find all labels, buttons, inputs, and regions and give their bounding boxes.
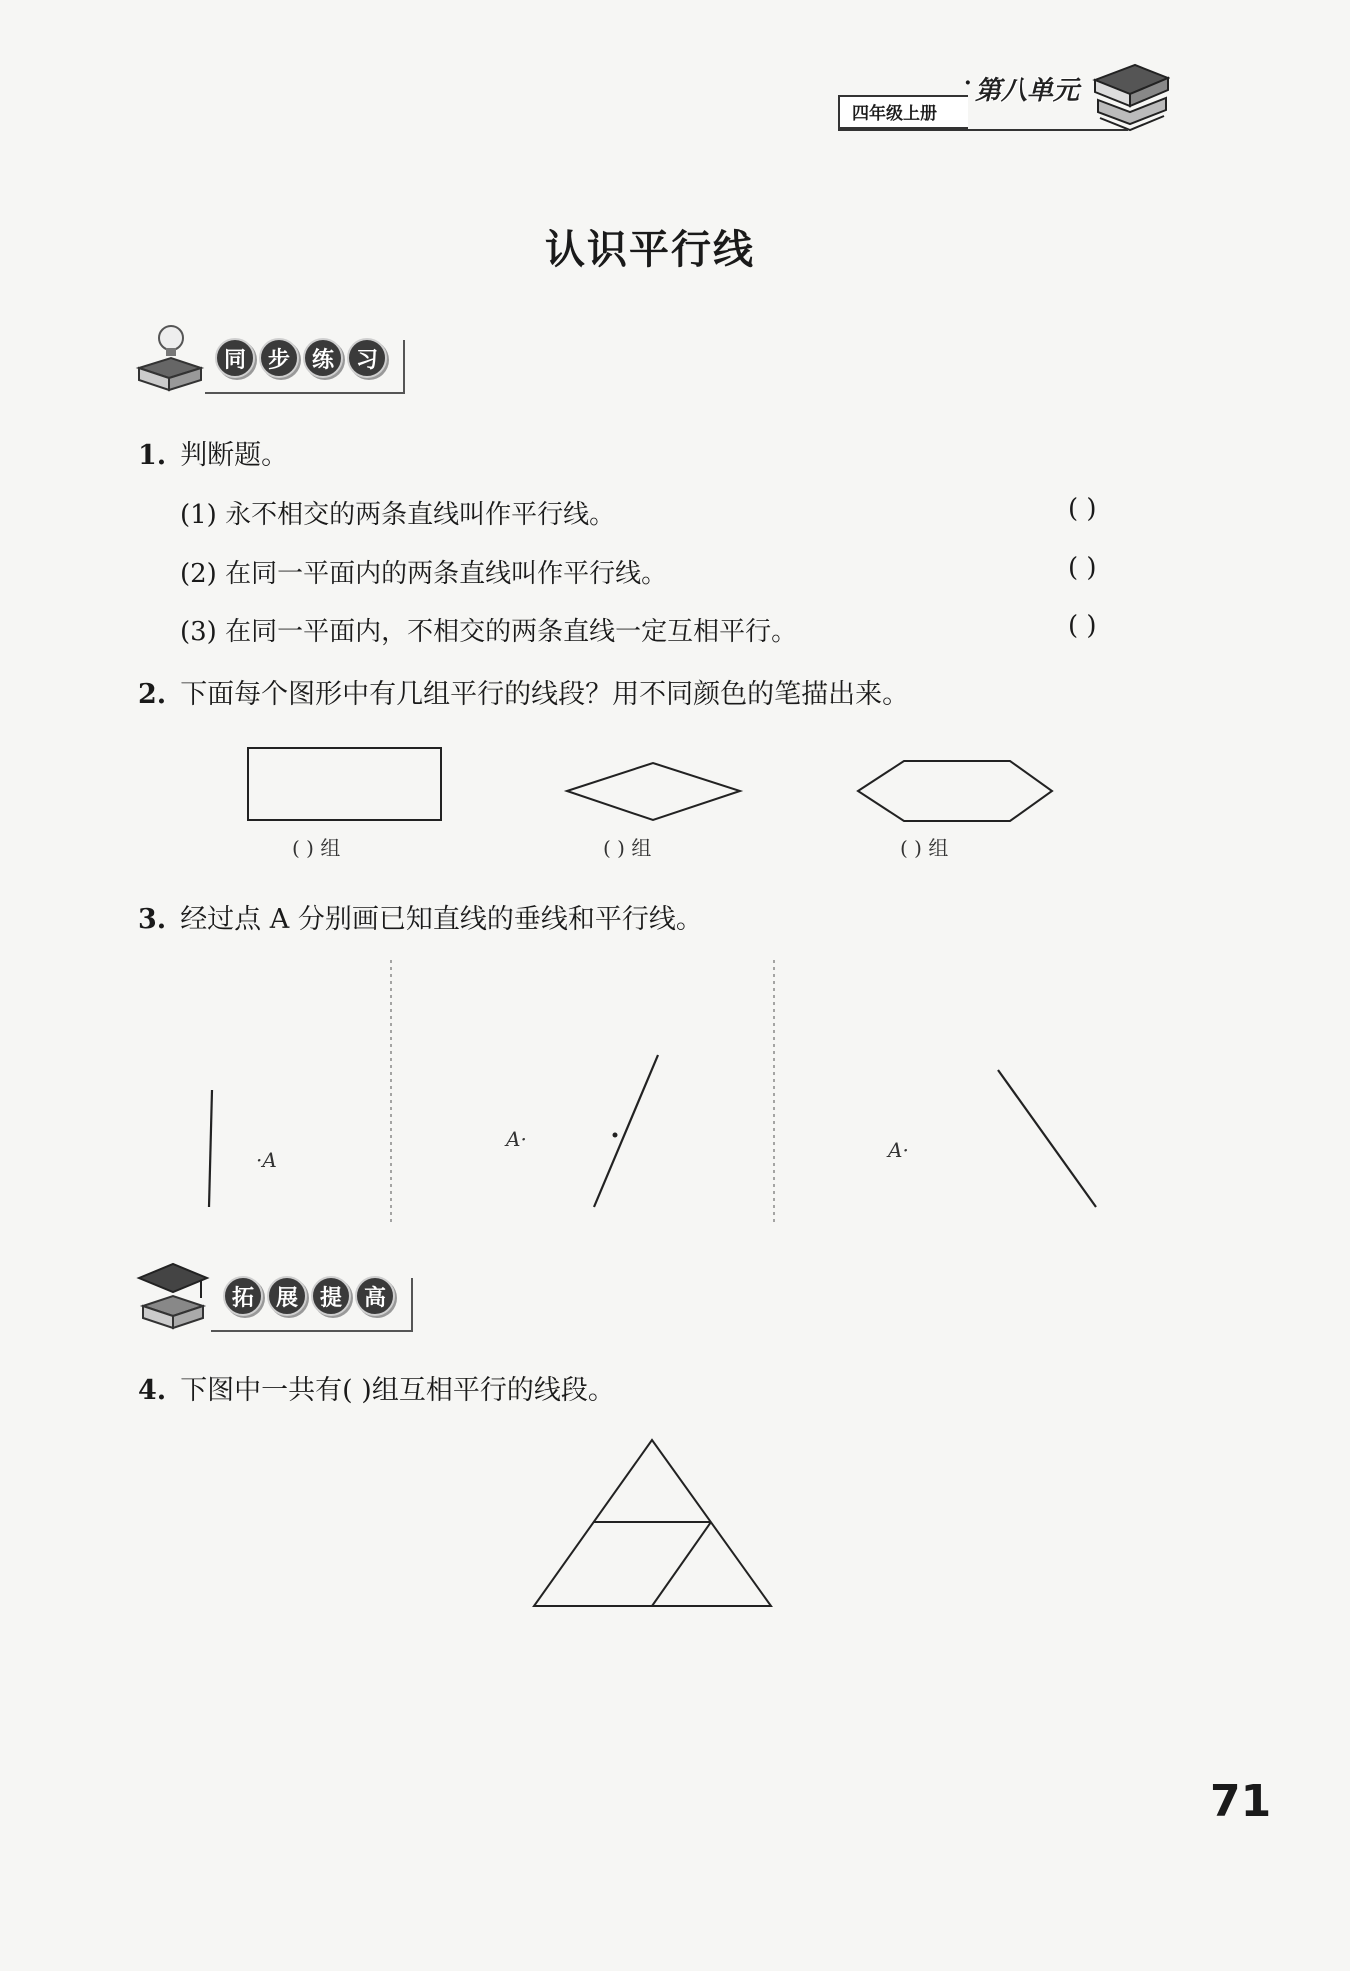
rectangle-shape (248, 748, 441, 820)
q4-triangle-diagram (0, 1430, 1350, 1620)
graduation-cap-books-icon (135, 1258, 210, 1338)
question-number: 2. (138, 679, 167, 710)
grade-label: 四年级上册 (838, 95, 968, 129)
header-underline (838, 129, 1128, 131)
question-text: 判断题。 (180, 440, 289, 471)
q3-diagrams (0, 955, 1350, 1235)
inner-segment (652, 1522, 711, 1606)
q1-item-3: (3) 在同一平面内，不相交的两条直线一定互相平行。 (180, 617, 798, 647)
question-3 (138, 897, 703, 936)
question-number: 3. (138, 904, 167, 935)
q1-answer-blank[interactable]: ( ) (1068, 611, 1097, 641)
header (0, 0, 1350, 150)
section-char: 拓 (223, 1276, 263, 1316)
given-line (209, 1090, 212, 1207)
point-a-label: A· (506, 1127, 527, 1151)
q2-answer-label[interactable]: ( ) 组 (900, 836, 949, 860)
section-char: 高 (355, 1276, 395, 1316)
page-number: 71 (1210, 1776, 1272, 1827)
q1-item-2: (2) 在同一平面内的两条直线叫作平行线。 (180, 559, 668, 589)
q1-item-1: (1) 永不相交的两条直线叫作平行线。 (180, 500, 616, 530)
q1-answer-blank[interactable]: ( ) (1068, 553, 1097, 583)
section-char: 练 (303, 338, 343, 378)
section-char: 习 (347, 338, 387, 378)
q1-answer-blank[interactable]: ( ) (1068, 494, 1097, 524)
given-line (594, 1055, 658, 1207)
section-char: 步 (259, 338, 299, 378)
section-char: 提 (311, 1276, 351, 1316)
question-number: 4. (138, 1375, 167, 1406)
question-4 (138, 1368, 615, 1407)
question-2 (138, 672, 909, 711)
question-text: 下面每个图形中有几组平行的线段？用不同颜色的笔描出来。 (180, 679, 910, 710)
rhombus-shape (567, 763, 740, 820)
section-sync-title (215, 338, 387, 378)
point-a-label: A· (888, 1138, 909, 1162)
given-line (998, 1070, 1096, 1207)
question-1 (138, 433, 288, 472)
question-text: 下图中一共有( )组互相平行的线段。 (180, 1375, 615, 1406)
q2-shapes (0, 735, 1350, 835)
books-icon (1090, 60, 1170, 135)
page-title: 认识平行线 (545, 227, 755, 273)
point-a-label: ·A (256, 1148, 277, 1172)
unit-label: 第八单元 (975, 76, 1080, 106)
section-sync (135, 320, 405, 400)
section-char: 同 (215, 338, 255, 378)
hexagon-shape (858, 761, 1052, 821)
question-text: 经过点 A 分别画已知直线的垂线和平行线。 (180, 904, 703, 935)
q2-answer-label[interactable]: ( ) 组 (292, 836, 341, 860)
stray-dot (613, 1133, 618, 1138)
section-extend-title (223, 1276, 395, 1316)
section-char: 展 (267, 1276, 307, 1316)
question-number: 1. (138, 440, 167, 471)
section-extend (135, 1258, 415, 1338)
q2-answer-label[interactable]: ( ) 组 (603, 836, 652, 860)
lightbulb-books-icon (135, 320, 205, 400)
unit-dot: · (964, 70, 972, 96)
